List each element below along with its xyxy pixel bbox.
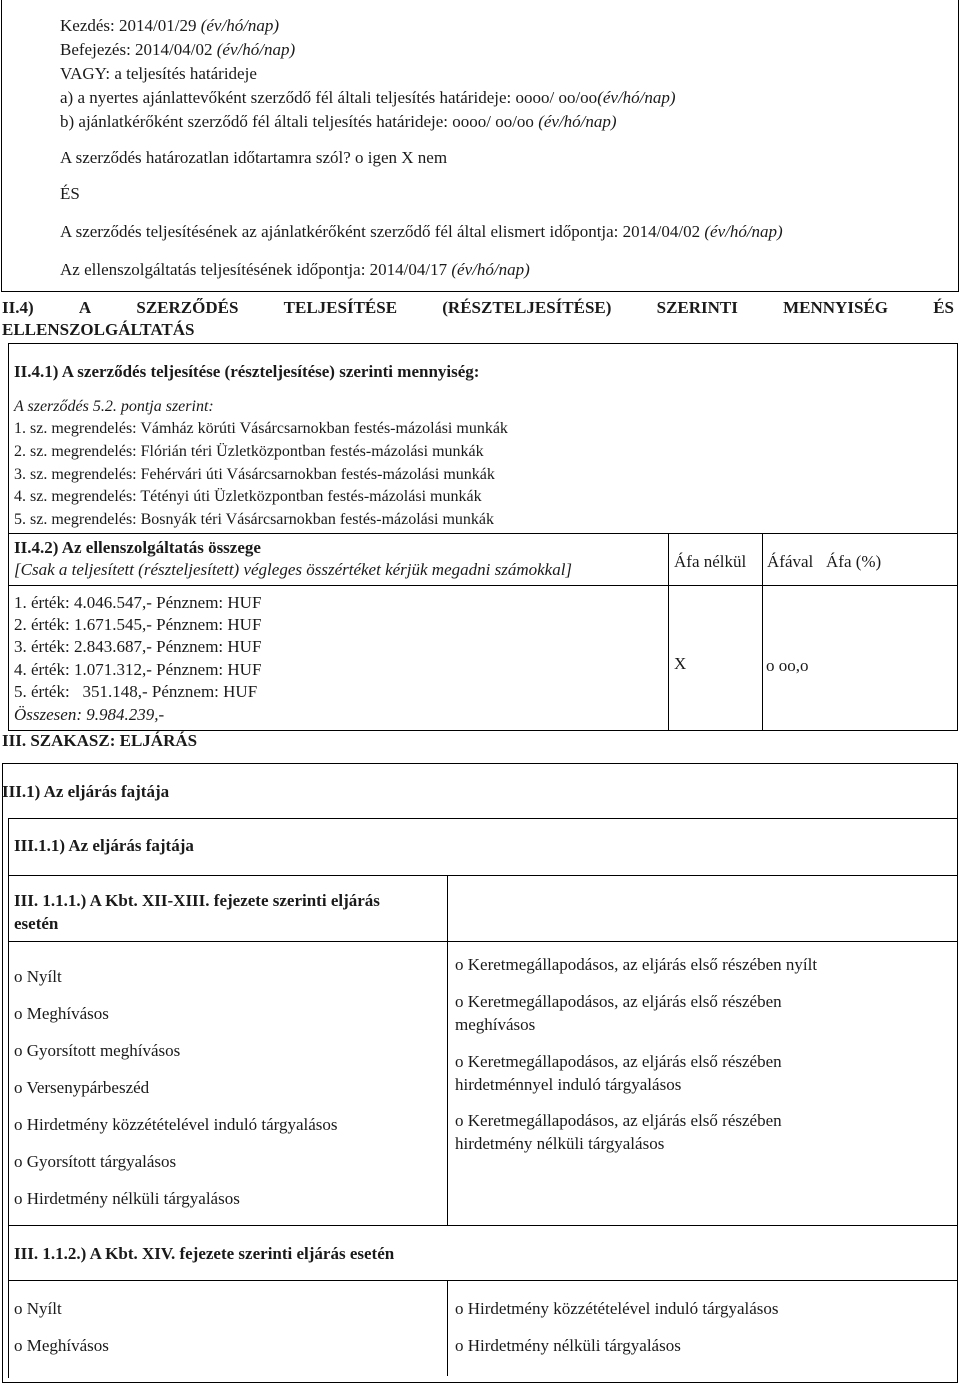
option-accelerated-restricted[interactable]: o Gyorsított meghívásos	[14, 1041, 181, 1060]
procedure-type-title: III.1) Az eljárás fajtája	[2, 782, 170, 801]
option-competitive-dialogue[interactable]: o Versenypárbeszéd	[14, 1078, 150, 1097]
order-1: 1. sz. megrendelés: Vámház körúti Vásárcsarnokban festés-mázolási munkák	[14, 420, 508, 437]
kbt-heading-right-border	[447, 875, 448, 942]
divider-iii111	[8, 875, 958, 876]
xiv-options-divider-vertical	[447, 1280, 448, 1376]
consideration-date: Az ellenszolgáltatás teljesítésének időpontja: 2014/04/17 (év/hó/nap)	[60, 260, 530, 279]
option-negotiated-with-notice[interactable]: o Hirdetmény közzétételével induló tárgyalásos	[14, 1115, 338, 1134]
col-divider-1	[668, 533, 669, 731]
order-3: 3. sz. megrendelés: Fehérvári úti Vásárcsarnokban festés-mázolási munkák	[14, 466, 495, 483]
consideration-amount-title: II.4.2) Az ellenszolgáltatás összege	[14, 538, 261, 557]
option-open[interactable]: o Nyílt	[14, 967, 62, 986]
value-3: 3. érték: 2.843.687,- Pénznem: HUF	[14, 637, 262, 656]
section-ii4-title-line2: ELLENSZOLGÁLTATÁS	[2, 320, 195, 339]
order-2: 2. sz. megrendelés: Flórián téri Üzletközpontban festés-mázolási munkák	[14, 443, 484, 460]
left-border-iii11	[8, 818, 9, 1378]
order-5: 5. sz. megrendelés: Bosnyák téri Vásárcsarnokban festés-mázolási munkák	[14, 511, 494, 528]
xiv-option-open[interactable]: o Nyílt	[14, 1299, 62, 1318]
divider-iii112	[8, 1225, 958, 1226]
end-date: Befejezés: 2014/04/02 (év/hó/nap)	[60, 40, 296, 59]
xiv-option-negotiated-without-notice[interactable]: o Hirdetmény nélküli tárgyalásos	[455, 1336, 681, 1355]
net-mark: X	[674, 654, 687, 673]
option-framework-negotiated-no-notice[interactable]: o Keretmegállapodásos, az eljárás első részében hirdetmény nélküli tárgyalásos	[455, 1111, 782, 1153]
acknowledged-date: A szerződés teljesítésének az ajánlatkérőként szerződő fél által elismert időpontja: 2014/04/02 (év/hó/nap)	[60, 222, 783, 241]
rate-mark: o oo,o	[766, 656, 809, 675]
kbt-xiv-title: III. 1.1.2.) A Kbt. XIV. fejezete szerinti eljárás esetén	[14, 1244, 395, 1263]
divider-options	[8, 941, 958, 942]
order-4: 4. sz. megrendelés: Tétényi úti Üzletközpontban festés-mázolási munkák	[14, 488, 482, 505]
option-negotiated-without-notice[interactable]: o Hirdetmény nélküli tárgyalásos	[14, 1189, 240, 1208]
deadline-b: b) ajánlatkérőként szerződő fél általi teljesítés határideje: oooo/ oo/oo (év/hó/nap)	[60, 112, 617, 131]
deadline-a: a) a nyertes ajánlattevőként szerződő fél általi teljesítés határideje: oooo/ oo/oo(év/hó/nap)	[60, 88, 676, 107]
kbt-xii-xiii-line1: III. 1.1.1.) A Kbt. XII-XIII. fejezete szerinti eljárás	[14, 891, 380, 910]
option-framework-negotiated-notice[interactable]: o Keretmegállapodásos, az eljárás első részében hirdetménnyel induló tárgyalásos	[455, 1052, 782, 1094]
options-divider-vertical	[447, 941, 448, 1225]
value-1: 1. érték: 4.046.547,- Pénznem: HUF	[14, 593, 262, 612]
section-ii4-title: II.4) A SZERZŐDÉS TELJESÍTÉSE (RÉSZTELJESÍTÉSE) SZERINTI MENNYISÉG ÉS	[2, 298, 954, 317]
divider-xiv-options	[8, 1280, 958, 1281]
value-4: 4. érték: 1.071.312,- Pénznem: HUF	[14, 660, 262, 679]
option-framework-open[interactable]: o Keretmegállapodásos, az eljárás első részében nyílt	[455, 955, 818, 974]
col-rate-header: Áfa (%)	[826, 552, 882, 571]
xiv-option-negotiated-with-notice[interactable]: o Hirdetmény közzétételével induló tárgyalásos	[455, 1299, 779, 1318]
col-net-header: Áfa nélkül	[674, 552, 747, 571]
value-2: 2. érték: 1.671.545,- Pénznem: HUF	[14, 615, 262, 634]
value-5: 5. érték: 351.148,- Pénznem: HUF	[14, 682, 258, 701]
col-divider-2	[762, 533, 763, 731]
or-deadline-label: VAGY: a teljesítés határideje	[60, 64, 257, 83]
divider-iii11	[8, 818, 958, 819]
section-iii-title: III. SZAKASZ: ELJÁRÁS	[2, 731, 198, 750]
contract-point-intro: A szerződés 5.2. pontja szerint:	[14, 398, 214, 415]
kbt-xii-xiii-line2: esetén	[14, 914, 59, 933]
option-restricted[interactable]: o Meghívásos	[14, 1004, 109, 1023]
consideration-amount-note: [Csak a teljesített (részteljesített) végleges összértéket kérjük megadni számokkal]	[14, 560, 573, 579]
procedure-type-subtitle: III.1.1) Az eljárás fajtája	[14, 836, 194, 855]
value-total: Összesen: 9.984.239,-	[14, 705, 165, 724]
quantity-title: II.4.1) A szerződés teljesítése (részteljesítése) szerinti mennyiség:	[14, 362, 480, 381]
col-vat-header: Áfával	[767, 552, 814, 571]
divider-ii42	[8, 533, 958, 534]
value-header-divider	[8, 585, 958, 586]
xiv-option-restricted[interactable]: o Meghívásos	[14, 1336, 109, 1355]
start-date: Kezdés: 2014/01/29 (év/hó/nap)	[60, 16, 280, 35]
indefinite-question: A szerződés határozatlan időtartamra szól? o igen X nem	[60, 148, 448, 167]
and-label: ÉS	[60, 184, 80, 203]
option-accelerated-negotiated[interactable]: o Gyorsított tárgyalásos	[14, 1152, 177, 1171]
option-framework-restricted[interactable]: o Keretmegállapodásos, az eljárás első részében meghívásos	[455, 992, 782, 1034]
